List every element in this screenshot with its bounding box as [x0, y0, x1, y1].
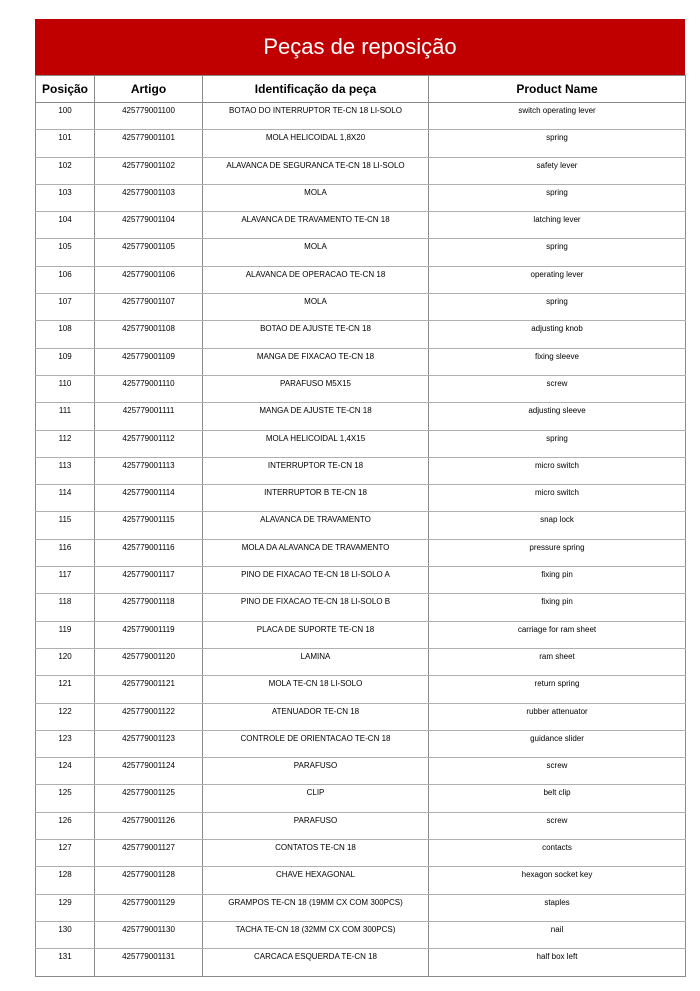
cell-position: 116 [36, 539, 95, 566]
cell-article: 425779001131 [95, 949, 203, 976]
table-row [36, 321, 686, 348]
cell-part-identification: CONTATOS TE-CN 18 [203, 840, 429, 867]
cell-article: 425779001108 [95, 321, 203, 348]
cell-position: 111 [36, 403, 95, 430]
table-row [36, 539, 686, 566]
cell-position: 110 [36, 375, 95, 402]
cell-part-identification: MOLA [203, 184, 429, 211]
cell-position: 128 [36, 867, 95, 894]
cell-part-identification: MOLA [203, 239, 429, 266]
cell-position: 127 [36, 840, 95, 867]
cell-product-name: switch operating lever [429, 103, 686, 130]
table-row [36, 921, 686, 948]
cell-product-name: ram sheet [429, 648, 686, 675]
cell-part-identification: PINO DE FIXACAO TE-CN 18 LI-SOLO A [203, 567, 429, 594]
cell-article: 425779001126 [95, 812, 203, 839]
cell-part-identification: MOLA HELICOIDAL 1,8X20 [203, 130, 429, 157]
cell-product-name: safety lever [429, 157, 686, 184]
cell-product-name: screw [429, 758, 686, 785]
table-row [36, 130, 686, 157]
cell-article: 425779001128 [95, 867, 203, 894]
table-row [36, 703, 686, 730]
cell-part-identification: MOLA [203, 294, 429, 321]
cell-article: 425779001107 [95, 294, 203, 321]
cell-part-identification: GRAMPOS TE-CN 18 (19MM CX COM 300PCS) [203, 894, 429, 921]
table-row [36, 266, 686, 293]
cell-article: 425779001105 [95, 239, 203, 266]
cell-product-name: spring [429, 430, 686, 457]
cell-part-identification: PINO DE FIXACAO TE-CN 18 LI-SOLO B [203, 594, 429, 621]
table-row [36, 840, 686, 867]
cell-part-identification: PARAFUSO [203, 758, 429, 785]
cell-position: 131 [36, 949, 95, 976]
cell-product-name: staples [429, 894, 686, 921]
table-row [36, 594, 686, 621]
cell-part-identification: INTERRUPTOR B TE-CN 18 [203, 485, 429, 512]
table-row [36, 676, 686, 703]
cell-part-identification: ALAVANCA DE TRAVAMENTO TE-CN 18 [203, 212, 429, 239]
cell-article: 425779001102 [95, 157, 203, 184]
table-row [36, 512, 686, 539]
cell-article: 425779001106 [95, 266, 203, 293]
table-body [36, 103, 686, 977]
cell-product-name: micro switch [429, 485, 686, 512]
cell-position: 100 [36, 103, 95, 130]
cell-product-name: snap lock [429, 512, 686, 539]
cell-part-identification: LAMINA [203, 648, 429, 675]
cell-position: 113 [36, 457, 95, 484]
table-row [36, 949, 686, 976]
header-article: Artigo [95, 76, 203, 103]
cell-position: 119 [36, 621, 95, 648]
cell-position: 101 [36, 130, 95, 157]
cell-part-identification: CLIP [203, 785, 429, 812]
cell-position: 122 [36, 703, 95, 730]
cell-position: 118 [36, 594, 95, 621]
table-row [36, 730, 686, 757]
cell-position: 106 [36, 266, 95, 293]
table-row [36, 103, 686, 130]
header-position: Posição [36, 76, 95, 103]
table-row [36, 457, 686, 484]
cell-position: 114 [36, 485, 95, 512]
table-row [36, 758, 686, 785]
cell-position: 108 [36, 321, 95, 348]
cell-article: 425779001120 [95, 648, 203, 675]
cell-article: 425779001123 [95, 730, 203, 757]
cell-part-identification: MANGA DE AJUSTE TE-CN 18 [203, 403, 429, 430]
table-row [36, 812, 686, 839]
cell-product-name: contacts [429, 840, 686, 867]
table-row [36, 867, 686, 894]
table-row [36, 184, 686, 211]
table-row [36, 785, 686, 812]
cell-article: 425779001113 [95, 457, 203, 484]
cell-article: 425779001125 [95, 785, 203, 812]
cell-article: 425779001122 [95, 703, 203, 730]
table-row [36, 157, 686, 184]
cell-article: 425779001127 [95, 840, 203, 867]
cell-product-name: screw [429, 375, 686, 402]
cell-position: 117 [36, 567, 95, 594]
cell-article: 425779001129 [95, 894, 203, 921]
cell-part-identification: INTERRUPTOR TE-CN 18 [203, 457, 429, 484]
cell-product-name: adjusting knob [429, 321, 686, 348]
cell-product-name: belt clip [429, 785, 686, 812]
cell-position: 130 [36, 921, 95, 948]
cell-position: 125 [36, 785, 95, 812]
cell-part-identification: MOLA TE-CN 18 LI-SOLO [203, 676, 429, 703]
cell-article: 425779001121 [95, 676, 203, 703]
header-product-name: Product Name [429, 76, 686, 103]
cell-position: 123 [36, 730, 95, 757]
cell-article: 425779001103 [95, 184, 203, 211]
cell-part-identification: ALAVANCA DE TRAVAMENTO [203, 512, 429, 539]
table-row [36, 648, 686, 675]
cell-part-identification: ALAVANCA DE SEGURANCA TE-CN 18 LI-SOLO [203, 157, 429, 184]
cell-part-identification: BOTAO DE AJUSTE TE-CN 18 [203, 321, 429, 348]
cell-part-identification: CONTROLE DE ORIENTACAO TE-CN 18 [203, 730, 429, 757]
cell-position: 103 [36, 184, 95, 211]
table-row [36, 239, 686, 266]
page-title: Peças de reposição [263, 34, 457, 59]
cell-article: 425779001101 [95, 130, 203, 157]
cell-position: 124 [36, 758, 95, 785]
cell-position: 120 [36, 648, 95, 675]
parts-sheet [35, 19, 685, 977]
table-header-row [36, 76, 686, 103]
cell-product-name: fixing pin [429, 567, 686, 594]
cell-article: 425779001115 [95, 512, 203, 539]
table-row [36, 403, 686, 430]
table-row [36, 621, 686, 648]
cell-product-name: operating lever [429, 266, 686, 293]
cell-position: 112 [36, 430, 95, 457]
banner [35, 19, 685, 75]
cell-position: 107 [36, 294, 95, 321]
cell-part-identification: MOLA HELICOIDAL 1,4X15 [203, 430, 429, 457]
cell-part-identification: PARAFUSO M5X15 [203, 375, 429, 402]
cell-part-identification: ATENUADOR TE-CN 18 [203, 703, 429, 730]
cell-article: 425779001104 [95, 212, 203, 239]
cell-product-name: micro switch [429, 457, 686, 484]
table-row [36, 430, 686, 457]
cell-part-identification: MANGA DE FIXACAO TE-CN 18 [203, 348, 429, 375]
cell-position: 115 [36, 512, 95, 539]
cell-article: 425779001119 [95, 621, 203, 648]
cell-product-name: spring [429, 294, 686, 321]
cell-part-identification: CHAVE HEXAGONAL [203, 867, 429, 894]
cell-article: 425779001114 [95, 485, 203, 512]
table-row [36, 212, 686, 239]
cell-product-name: pressure spring [429, 539, 686, 566]
table-row [36, 485, 686, 512]
cell-part-identification: CARCACA ESQUERDA TE-CN 18 [203, 949, 429, 976]
cell-product-name: latching lever [429, 212, 686, 239]
cell-position: 121 [36, 676, 95, 703]
cell-position: 126 [36, 812, 95, 839]
cell-part-identification: MOLA DA ALAVANCA DE TRAVAMENTO [203, 539, 429, 566]
table-row [36, 894, 686, 921]
cell-article: 425779001130 [95, 921, 203, 948]
parts-table [35, 75, 686, 977]
table-row [36, 567, 686, 594]
cell-article: 425779001112 [95, 430, 203, 457]
table-row [36, 375, 686, 402]
cell-product-name: half box left [429, 949, 686, 976]
header-part-identification: Identificação da peça [203, 76, 429, 103]
cell-product-name: fixing sleeve [429, 348, 686, 375]
cell-product-name: guidance slider [429, 730, 686, 757]
cell-article: 425779001100 [95, 103, 203, 130]
cell-product-name: nail [429, 921, 686, 948]
cell-position: 102 [36, 157, 95, 184]
cell-product-name: spring [429, 184, 686, 211]
cell-product-name: carriage for ram sheet [429, 621, 686, 648]
cell-position: 105 [36, 239, 95, 266]
cell-article: 425779001118 [95, 594, 203, 621]
table-row [36, 348, 686, 375]
cell-position: 109 [36, 348, 95, 375]
cell-product-name: hexagon socket key [429, 867, 686, 894]
cell-part-identification: PARAFUSO [203, 812, 429, 839]
cell-product-name: fixing pin [429, 594, 686, 621]
cell-article: 425779001111 [95, 403, 203, 430]
cell-position: 104 [36, 212, 95, 239]
cell-product-name: screw [429, 812, 686, 839]
cell-article: 425779001116 [95, 539, 203, 566]
cell-product-name: spring [429, 130, 686, 157]
cell-article: 425779001110 [95, 375, 203, 402]
cell-part-identification: ALAVANCA DE OPERACAO TE-CN 18 [203, 266, 429, 293]
table-row [36, 294, 686, 321]
cell-product-name: spring [429, 239, 686, 266]
cell-part-identification: TACHA TE-CN 18 (32MM CX COM 300PCS) [203, 921, 429, 948]
cell-article: 425779001109 [95, 348, 203, 375]
cell-part-identification: BOTAO DO INTERRUPTOR TE-CN 18 LI-SOLO [203, 103, 429, 130]
cell-product-name: rubber attenuator [429, 703, 686, 730]
cell-product-name: adjusting sleeve [429, 403, 686, 430]
cell-position: 129 [36, 894, 95, 921]
cell-product-name: return spring [429, 676, 686, 703]
cell-part-identification: PLACA DE SUPORTE TE-CN 18 [203, 621, 429, 648]
cell-article: 425779001117 [95, 567, 203, 594]
cell-article: 425779001124 [95, 758, 203, 785]
